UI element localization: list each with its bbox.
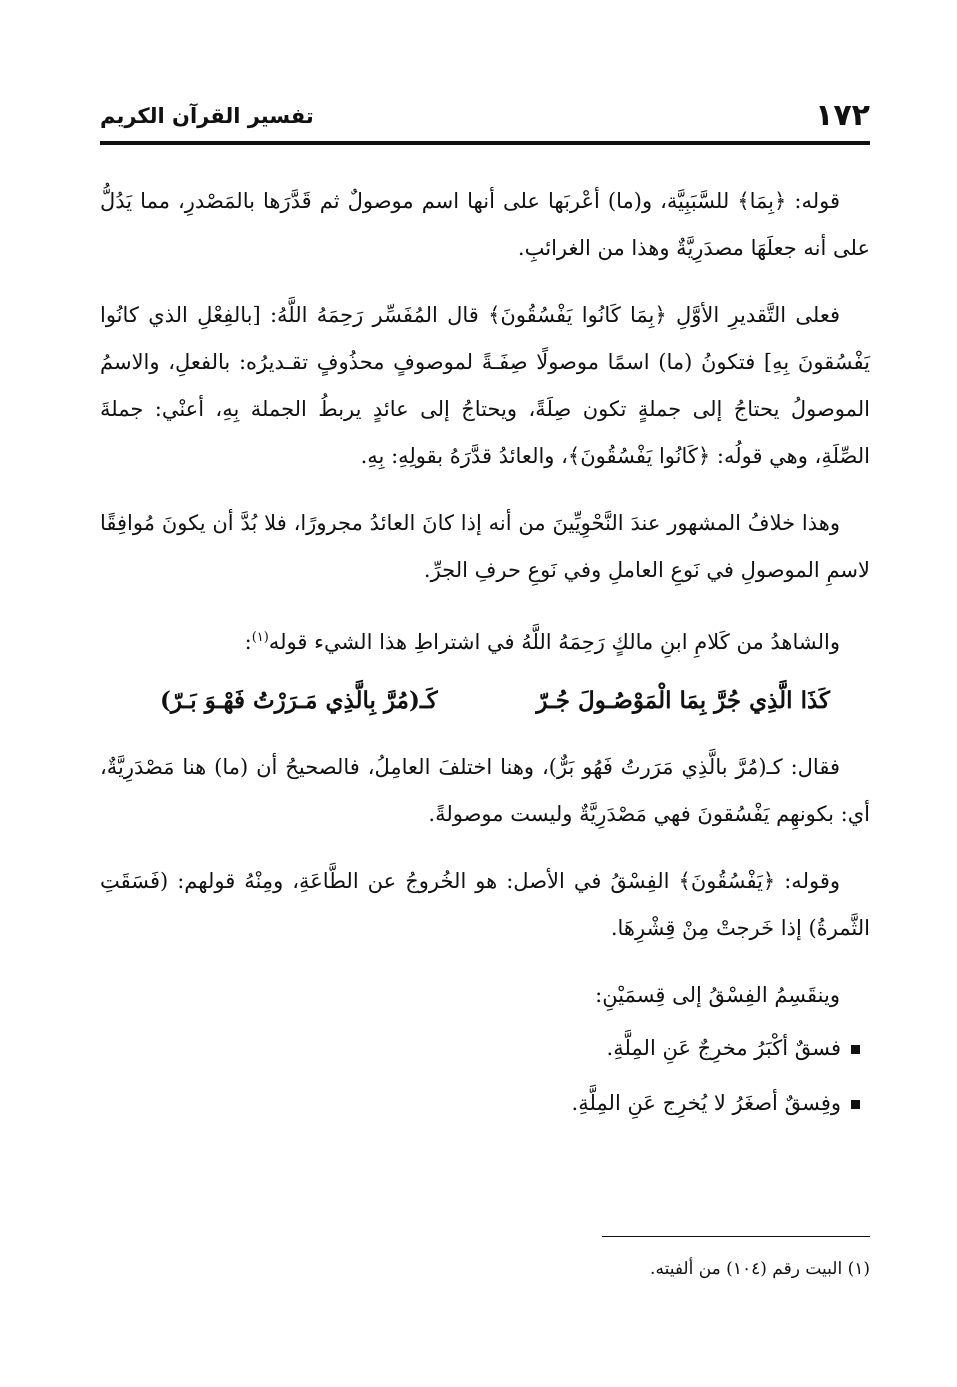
footnote-ref: (١) (251, 630, 269, 645)
list-item (100, 1080, 870, 1127)
paragraph-4-text: والشاهدُ من كَلامِ ابنِ مالكٍ رَحِمَهُ اللَّهُ في اشتراطِ هذا الشيء قوله (268, 630, 840, 654)
square-bullet-icon (851, 1100, 860, 1109)
header-rule (100, 141, 870, 145)
paragraph-3: وهذا خلافُ المشهور عندَ النَّحْوِيِّينَ من أنه إذا كانَ العائدُ مجرورًا، فلا بُدَّ أن يكونَ مُوافِقًا لاسمِ الموصولِ في نَوعِ العاملِ وفي نَوعِ حرفِ الجرِّ. (100, 511, 870, 582)
verse-second-hemistich: كَـ(مُرَّ بِالَّذِي مَـرَرْتُ فَهْـوَ بَـرّ) (160, 687, 438, 714)
verse-first-hemistich: كَذَا الَّذِي جُرَّ بِمَا الْمَوْصُـولَ جُـرّ (536, 687, 830, 714)
footnote-rule (602, 1236, 870, 1237)
list-item-text: وفِسقٌ أصغَرُ لا يُخرِج عَنِ المِلَّةِ. (571, 1091, 841, 1115)
main-text (100, 178, 870, 1135)
paragraph-1: قوله: ﴿بِمَا﴾ للسَّبَبِيَّة، و(ما) أعْربَها على أنها اسم موصولٌ ثم قَدَّرَها بالمَصْدرِ، مما يَدُلُّ على أنه جعلَهَا مصدَرِيَّةٌ وهذا من الغرائبِ. (100, 189, 870, 260)
running-title: تفسير القرآن الكريم (100, 104, 314, 128)
paragraph-4 (100, 614, 870, 666)
fisq-types-list (100, 1025, 870, 1127)
square-bullet-icon (851, 1045, 860, 1054)
paragraph-7: وينقَسِمُ الفِسْقُ إلى قِسمَيْنِ: (595, 983, 840, 1007)
footnote: (١) البيت رقم (١٠٤) من ألفيته. (650, 1259, 870, 1279)
poem-verse (100, 676, 870, 726)
paragraph-6: وقوله: ﴿يَفْسُقُونَ﴾ الفِسْقُ في الأصل: هو الخُروجُ عن الطَّاعَةِ، ومِنْهُ قولهم: (فَسَقَتِ الثَّمرةُ) إذا خَرجتْ مِنْ قِشْرِهَا. (100, 869, 870, 940)
paragraph-2: فعلى التَّقديرِ الأوَّلِ ﴿بِمَا كَانُوا يَفْسُقُونَ﴾ قال المُفَسِّر رَحِمَهُ اللَّهُ: [بالفِعْلِ الذي كانُوا يَفْسُقونَ بِهِ] فتكونُ (ما) اسمًا موصولًا صِفَـةً لموصوفٍ محذُوفٍ تقـديرُه: بالفعلِ، والاسمُ الموصولُ يحتاجُ إلى جملةٍ تكون صِلَةً، ويحتاجُ إلى عائدٍ يربطُ الجملة بِهِ، أعنْي: جملةَ الصِّلَةِ، وهي قولُه: ﴿كَانُوا يَفْسُقُونَ﴾، والعائدُ قدَّرَهُ بقولِهِ: بِهِ. (100, 303, 870, 468)
paragraph-5: فقال: كـ(مُرَّ بالَّذِي مَرَرتُ فَهُو بَرٌّ)، وهنا اختلفَ العامِلُ، فالصحيحُ أن (ما) هنا مَصْدَرِيَّةٌ، أي: بكونهِم يَفْسُقونَ فهي مَصْدَرِيَّةٌ وليست موصولةً. (100, 755, 870, 826)
paragraph-4-end: : (244, 630, 252, 654)
page-number: ١٧٢ (815, 98, 870, 133)
page-header (100, 98, 870, 138)
list-item-text: فسقٌ أكْبَرُ مخرِجٌ عَنِ المِلَّةِ. (606, 1036, 841, 1060)
list-item (100, 1025, 870, 1072)
